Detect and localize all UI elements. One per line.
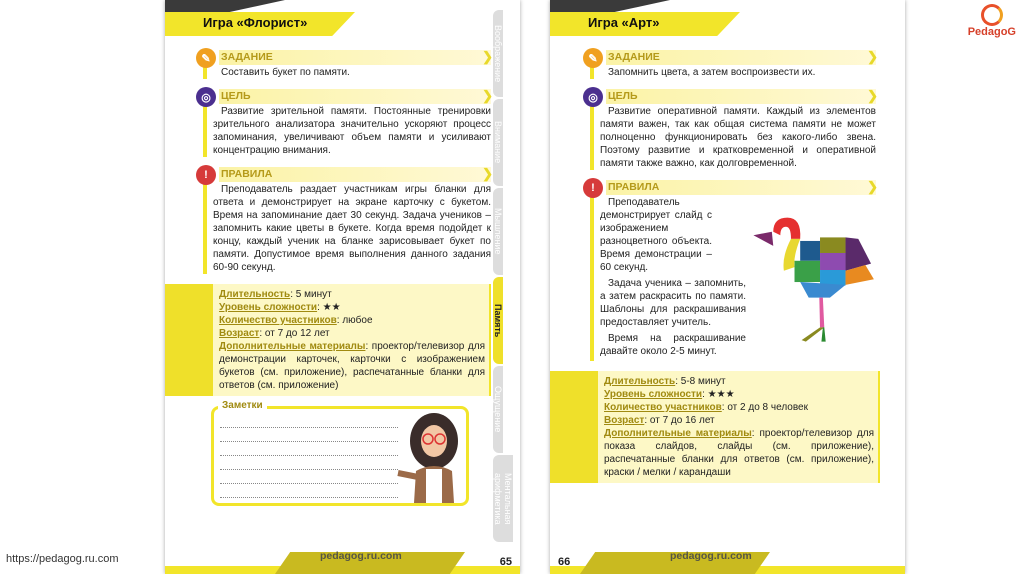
tab-attention[interactable]: Внимание <box>493 99 503 186</box>
site-logo[interactable] <box>968 4 1016 38</box>
participants-row: Количество участников: от 2 до 8 человек <box>604 402 808 413</box>
game-title: Игра «Арт» <box>588 15 660 30</box>
tab-mental-arithmetic[interactable]: Ментальная арифметика <box>493 455 513 542</box>
tab-memory[interactable]: Память <box>493 277 503 364</box>
section-bar <box>203 105 207 157</box>
duration-row: Длительность: 5-8 минут <box>604 376 726 387</box>
page-number: 66 <box>558 556 571 568</box>
rules-text-column <box>590 196 746 361</box>
difficulty-row: Уровень сложности: ★★★ <box>604 389 735 400</box>
logo-icon <box>981 4 1003 26</box>
participants-value: любое <box>342 315 373 326</box>
participants-value: от 2 до 8 человек <box>727 402 808 413</box>
goal-label: ЦЕЛЬ <box>221 90 251 102</box>
task-section <box>590 50 876 79</box>
target-icon: ◎ <box>196 87 216 107</box>
difficulty-label: Уровень сложности <box>219 302 318 313</box>
info-edge <box>878 371 880 483</box>
page-66 <box>550 0 905 574</box>
teacher-illustration <box>396 411 462 503</box>
goal-heading <box>606 89 876 104</box>
age-value: от 7 до 12 лет <box>264 328 330 339</box>
goal-text: Развитие зрительной памяти. Постоянные тренировки зрительного анализатора значительно ускоряют процесс запоминания, увеличивают объем памяти и усиливают концентрацию внимания. <box>213 106 491 156</box>
age-row: Возраст: от 7 до 16 лет <box>604 415 715 426</box>
difficulty-row: Уровень сложности: ★★ <box>219 302 341 313</box>
task-text: Запомнить цвета, а затем воспроизвести их. <box>608 67 816 78</box>
materials-value: проектор/телевизор для демонстрации карточек, карточки с изображением букетов (см. приложение), распечатанные бланки для ответов (см. приложение) <box>219 341 485 391</box>
notes-box <box>211 400 469 506</box>
note-line <box>220 455 398 456</box>
note-line <box>220 497 398 498</box>
chevron-right-icon: ❯ <box>867 88 878 103</box>
rules-section <box>590 180 876 361</box>
task-text: Составить букет по памяти. <box>221 67 350 78</box>
rules-label: ПРАВИЛА <box>608 181 660 193</box>
tab-thinking[interactable]: Мышление <box>493 188 503 275</box>
info-box <box>165 284 491 396</box>
goal-label: ЦЕЛЬ <box>608 90 638 102</box>
info-edge <box>489 284 491 396</box>
goal-text: Развитие оперативной памяти. Каждый из элементов памяти важен, так как общая система памяти не может полноценно функционировать без какого-либо звена. Поэтому развитие и кратковременной и оперативной памяти также важно, как долговременной. <box>600 106 876 169</box>
footer-url[interactable]: pedagog.ru.com <box>320 550 402 562</box>
rules-heading <box>606 180 876 195</box>
section-bar <box>203 183 207 274</box>
participants-row: Количество участников: любое <box>219 315 373 326</box>
page-footer <box>165 544 520 574</box>
rules-body <box>590 196 876 361</box>
age-label: Возраст <box>604 415 645 426</box>
note-line <box>220 469 398 470</box>
rules-text-2: Задача ученика – запомнить, а затем раскрасить по памяти. Шаблоны для раскрашивания предоставляет учитель. <box>600 278 746 328</box>
game-title: Игра «Флорист» <box>203 15 308 30</box>
chevron-right-icon: ❯ <box>867 179 878 194</box>
warning-icon: ! <box>583 178 603 198</box>
difficulty-label: Уровень сложности <box>604 389 703 400</box>
note-line <box>220 427 398 428</box>
page-number: 65 <box>499 556 512 568</box>
chevron-right-icon: ❯ <box>482 88 493 103</box>
chapter-tabs <box>493 10 520 544</box>
rules-section <box>203 167 491 274</box>
info-strip <box>550 371 598 483</box>
task-heading <box>219 50 491 65</box>
participants-label: Количество участников <box>604 402 722 413</box>
info-strip <box>165 284 213 396</box>
page-footer <box>550 544 905 574</box>
page-65 <box>165 0 520 574</box>
materials-row: Дополнительные материалы: проектор/телевизор для показа слайдов, слайды (см. приложение), распечатанные бланки для ответов (см. приложение), краски / мелки / карандаши <box>604 428 874 478</box>
task-heading <box>606 50 876 65</box>
goal-section <box>590 89 876 170</box>
tab-imagination[interactable]: Воображение <box>493 10 503 97</box>
notes-label: Заметки <box>218 400 267 411</box>
task-label: ЗАДАНИЕ <box>608 51 660 63</box>
duration-value: 5 минут <box>295 289 332 300</box>
materials-value: проектор/телевизор для показа слайдов, слайды (см. приложение), распечатанные бланки для ответов (см. приложение), краски / мелки / карандаши <box>604 428 874 478</box>
page-content <box>203 50 491 506</box>
page-header <box>550 0 905 36</box>
chevron-right-icon: ❯ <box>482 49 493 64</box>
duration-row: Длительность: 5 минут <box>219 289 332 300</box>
rules-heading <box>219 167 491 182</box>
difficulty-stars: ★★ <box>322 302 341 313</box>
target-icon: ◎ <box>583 87 603 107</box>
age-row: Возраст: от 7 до 12 лет <box>219 328 330 339</box>
page-content <box>590 50 876 493</box>
note-line <box>220 483 398 484</box>
task-icon: ✎ <box>196 48 216 68</box>
chevron-right-icon: ❯ <box>867 49 878 64</box>
section-bar <box>590 196 594 361</box>
duration-label: Длительность <box>604 376 676 387</box>
flamingo-illustration <box>752 196 876 361</box>
materials-label: Дополнительные материалы <box>219 341 366 352</box>
rules-text-3: Время на раскрашивание давайте около 2-5 минут. <box>600 333 746 357</box>
task-section <box>203 50 491 79</box>
chevron-right-icon: ❯ <box>482 166 493 181</box>
info-box <box>550 371 880 483</box>
task-icon: ✎ <box>583 48 603 68</box>
site-url[interactable]: https://pedagog.ru.com <box>0 544 160 574</box>
duration-label: Длительность <box>219 289 291 300</box>
materials-label: Дополнительные материалы <box>604 428 752 439</box>
section-bar <box>590 105 594 170</box>
materials-row: Дополнительные материалы: проектор/телевизор для демонстрации карточек, карточки с изображением букетов (см. приложение), распечатанные бланки для ответов (см. приложение) <box>219 341 485 391</box>
tab-sensation[interactable]: Ощущение <box>493 366 503 453</box>
duration-value: 5-8 минут <box>680 376 726 387</box>
difficulty-stars: ★★★ <box>707 389 735 400</box>
warning-icon: ! <box>196 165 216 185</box>
rules-text-1: Преподаватель демонстрирует слайд с изображением разноцветного объекта. Время демонстрации – 60 секунд. <box>600 197 712 273</box>
task-label: ЗАДАНИЕ <box>221 51 273 63</box>
logo-text: PedagoG <box>967 26 1016 38</box>
age-value: от 7 до 16 лет <box>649 415 715 426</box>
goal-section <box>203 89 491 157</box>
rules-text: Преподаватель раздает участникам игры бланки для ответа и демонстрирует на экране карточку с букетом. Время на запоминание дает 30 секунд. Задача учеников – запомнить какие цветы в букете. Когда время подойдет к концу, каждый ученик на бланке зарисовывает букет по памяти. Допустимое время выполнения данного задания 60-90 секунд. <box>213 184 491 273</box>
participants-label: Количество участников <box>219 315 337 326</box>
age-label: Возраст <box>219 328 260 339</box>
goal-heading <box>219 89 491 104</box>
rules-label: ПРАВИЛА <box>221 168 273 180</box>
note-line <box>220 441 398 442</box>
footer-url[interactable]: pedagog.ru.com <box>670 550 752 562</box>
page-header <box>165 0 520 36</box>
